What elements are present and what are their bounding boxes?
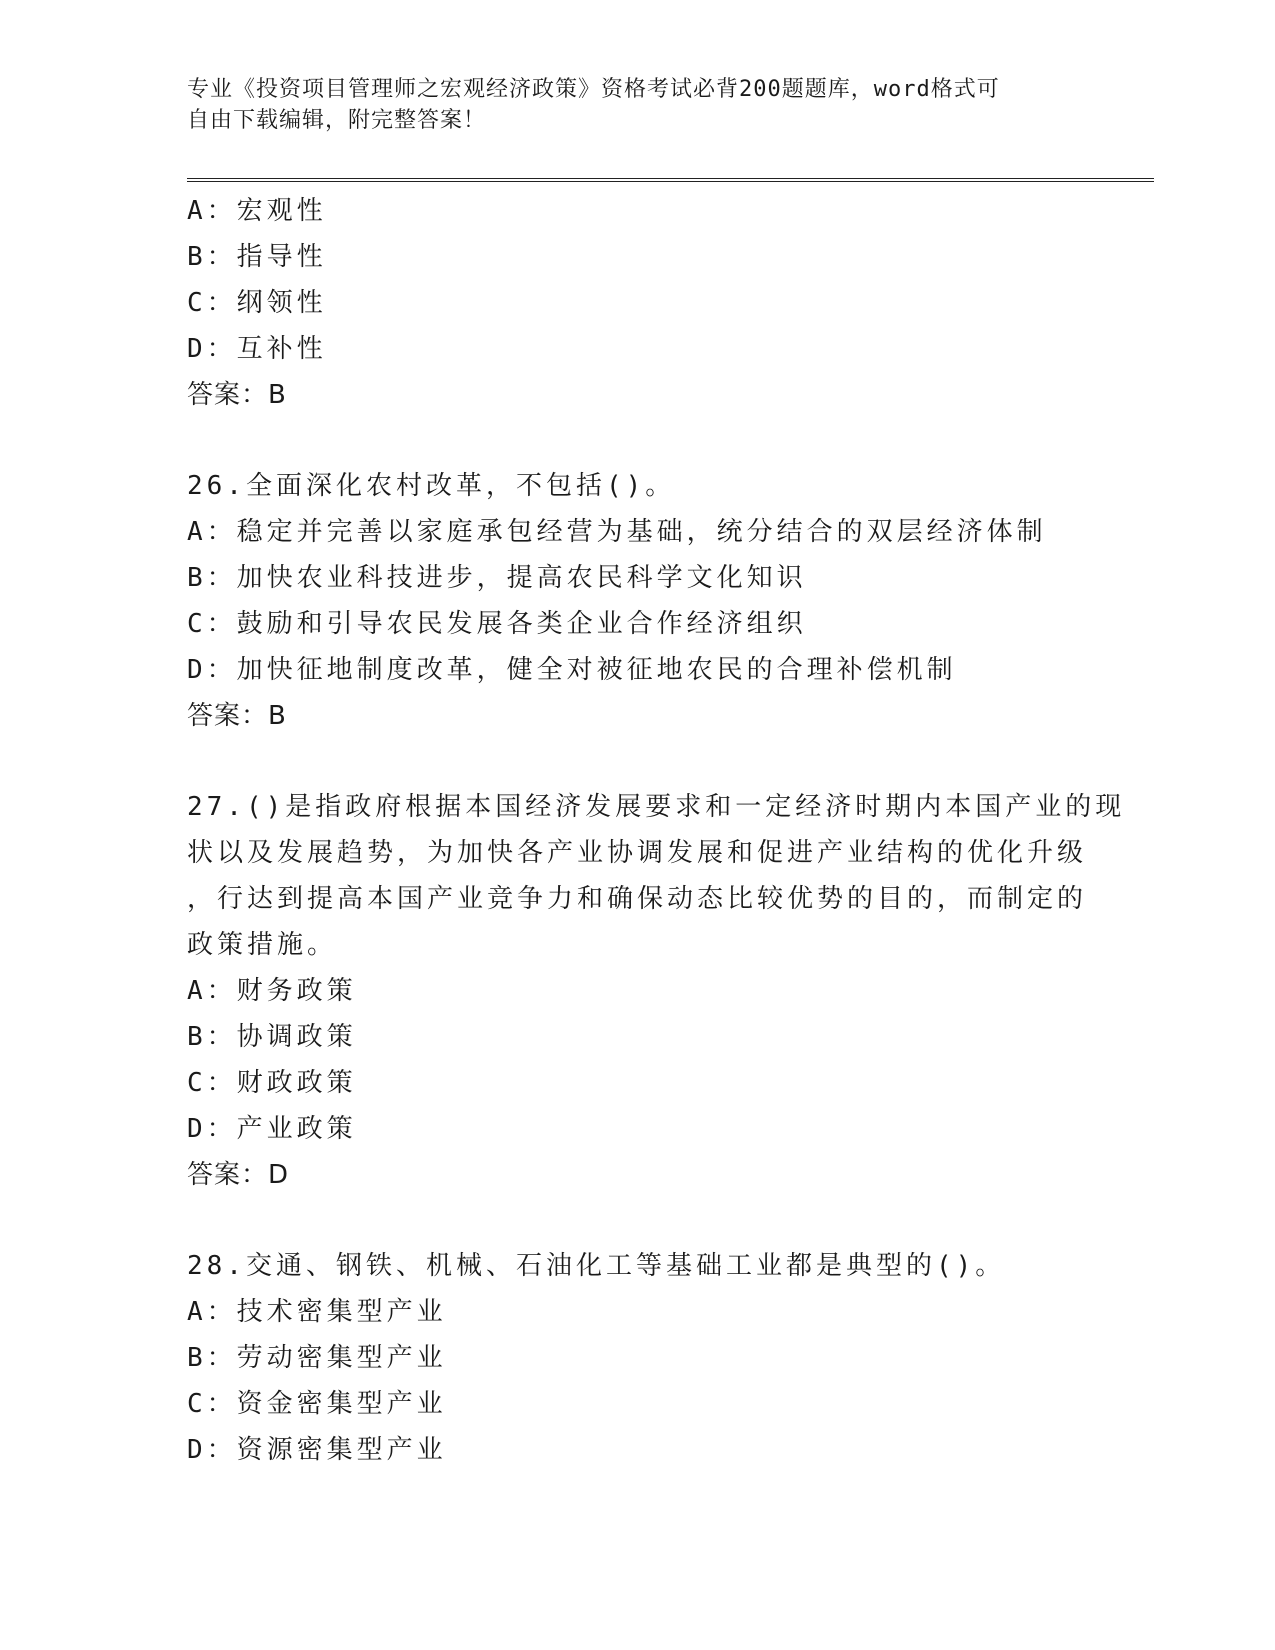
- document-header: [187, 74, 1067, 136]
- question-25: [187, 188, 1087, 418]
- answer: 答案：B: [187, 380, 287, 410]
- option-c: C：鼓励和引导农民发展各类企业合作经济组织: [187, 609, 807, 639]
- option-a: A：稳定并完善以家庭承包经营为基础，统分结合的双层经济体制: [187, 517, 1047, 547]
- question-stem-line-1: 27.()是指政府根据本国经济发展要求和一定经济时期内本国产业的现: [187, 792, 1126, 822]
- question-27: [187, 784, 1126, 1198]
- option-d: D：资源密集型产业: [187, 1435, 447, 1465]
- option-d: D：互补性: [187, 334, 327, 364]
- option-d: D：加快征地制度改革，健全对被征地农民的合理补偿机制: [187, 655, 957, 685]
- header-line-1: 专业《投资项目管理师之宏观经济政策》资格考试必背200题题库，word格式可: [187, 77, 1000, 102]
- answer: 答案：D: [187, 1160, 290, 1190]
- spacer: [187, 1198, 1087, 1243]
- option-b: B：协调政策: [187, 1022, 357, 1052]
- option-c: C：资金密集型产业: [187, 1389, 447, 1419]
- question-list: [187, 188, 1126, 1473]
- option-a: A：财务政策: [187, 976, 357, 1006]
- option-a: A：宏观性: [187, 196, 327, 226]
- option-b: B：劳动密集型产业: [187, 1343, 447, 1373]
- question-stem-line-2: 状以及发展趋势，为加快各产业协调发展和促进产业结构的优化升级: [187, 838, 1088, 868]
- option-b: B：加快农业科技进步，提高农民科学文化知识: [187, 563, 807, 593]
- question-28: [187, 1243, 1087, 1473]
- header-line-2: 自由下载编辑，附完整答案！: [187, 108, 487, 133]
- spacer: [187, 739, 1087, 784]
- question-stem: 28.交通、钢铁、机械、石油化工等基础工业都是典型的()。: [187, 1251, 1006, 1281]
- option-a: A：技术密集型产业: [187, 1297, 447, 1327]
- question-stem-line-3: ，行达到提高本国产业竞争力和确保动态比较优势的目的，而制定的: [187, 884, 1088, 914]
- option-b: B：指导性: [187, 242, 327, 272]
- answer: 答案：B: [187, 701, 287, 731]
- question-26: [187, 463, 1087, 739]
- question-stem: 26.全面深化农村改革，不包括()。: [187, 471, 676, 501]
- spacer: [187, 418, 1087, 463]
- option-d: D：产业政策: [187, 1114, 357, 1144]
- header-divider: [187, 178, 1154, 182]
- option-c: C：财政政策: [187, 1068, 357, 1098]
- option-c: C：纲领性: [187, 288, 327, 318]
- question-stem-line-4: 政策措施。: [187, 930, 338, 960]
